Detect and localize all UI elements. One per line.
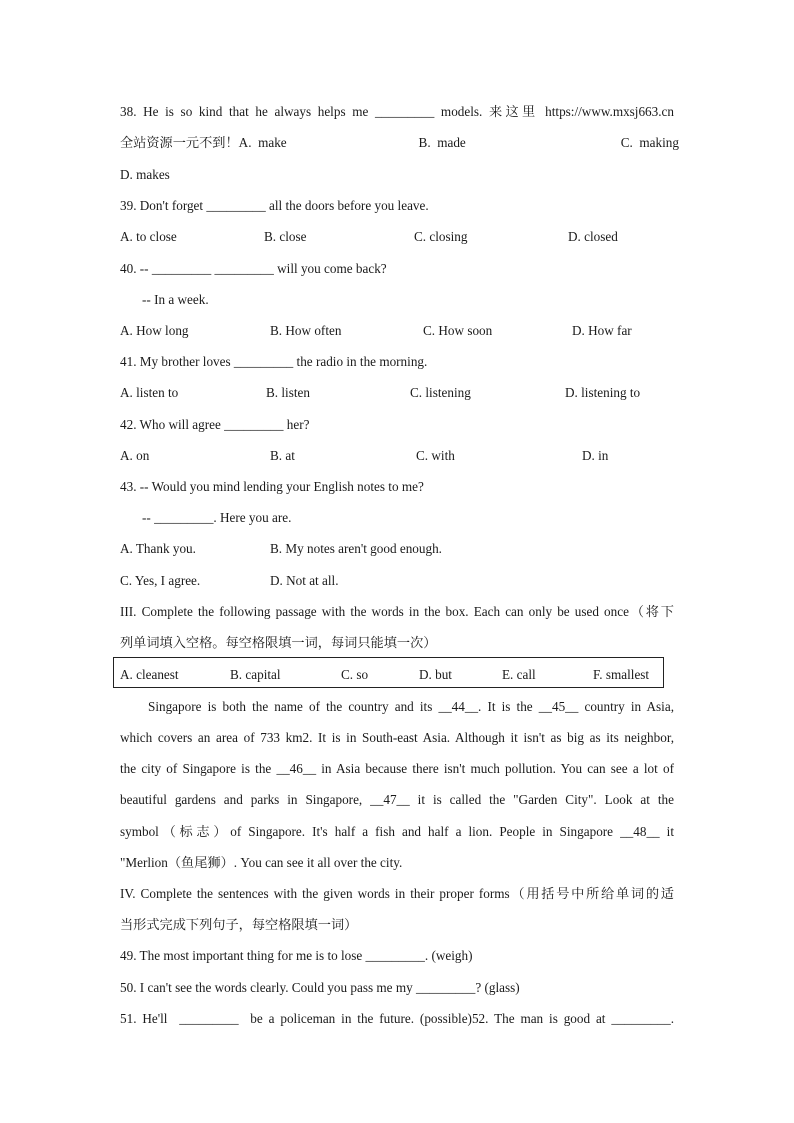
q41-option-a: A. listen to [120, 385, 179, 400]
q43-option-d: D. Not at all. [270, 573, 339, 588]
word-box-item-e: E. call [502, 667, 536, 682]
q41-stem: 41. My brother loves _________ the radio in the morning. [120, 354, 428, 369]
q40-option-b: B. How often [270, 323, 342, 338]
q39-option-d: D. closed [568, 229, 618, 244]
section-3-heading-line-2: 列单词填入空格。每空格限填一词，每词只能填一次） [120, 635, 437, 650]
q42-stem: 42. Who will agree _________ her? [120, 417, 310, 432]
q39-stem: 39. Don't forget _________ all the doors before you leave. [120, 198, 429, 213]
q42-option-a: A. on [120, 448, 150, 463]
word-box-item-a: A. cleanest [120, 667, 179, 682]
q49-stem: 49. The most important thing for me is to lose _________. (weigh) [120, 948, 473, 963]
q41-option-b: B. listen [266, 385, 310, 400]
q40-option-a: A. How long [120, 323, 189, 338]
q40-stem: 40. -- _________ _________ will you come back? [120, 261, 387, 276]
word-box-item-d: D. but [419, 667, 452, 682]
passage-line-2: which covers an area of 733 km2. It is in South-east Asia. Although it isn't as big as its neighbor, [120, 730, 674, 745]
q43-option-c: C. Yes, I agree. [120, 573, 201, 588]
q39-option-b: B. close [264, 229, 307, 244]
q39-option-a: A. to close [120, 229, 177, 244]
q43-reply: -- _________. Here you are. [142, 510, 292, 525]
passage-line-3: the city of Singapore is the __46__ in Asia because there isn't much pollution. You can see a lot of [120, 761, 674, 776]
q38-option-d: D. makes [120, 167, 170, 182]
word-box-item-c: C. so [341, 667, 369, 682]
passage-line-4: beautiful gardens and parks in Singapore, __47__ it is called the "Garden City". Look at the [120, 792, 674, 807]
q40-option-c: C. How soon [423, 323, 493, 338]
q43-option-a: A. Thank you. [120, 541, 196, 556]
passage-line-5: symbol（标志）of Singapore. It's half a fish and half a lion. People in Singapore __48__ it [120, 824, 674, 839]
q41-option-c: C. listening [410, 385, 471, 400]
word-box-item-b: B. capital [230, 667, 281, 682]
section-3-heading-line-1: III. Complete the following passage with the words in the box. Each can only be used once（将下 [120, 604, 674, 619]
section-4-heading-line-1: IV. Complete the sentences with the given words in their proper forms（用括号中所给单词的适 [120, 886, 674, 901]
q43-stem: 43. -- Would you mind lending your English notes to me? [120, 479, 424, 494]
q50-stem: 50. I can't see the words clearly. Could you pass me my _________? (glass) [120, 980, 520, 995]
q42-option-b: B. at [270, 448, 295, 463]
q41-option-d: D. listening to [565, 385, 641, 400]
q42-option-d: D. in [582, 448, 609, 463]
q40-option-d: D. How far [572, 323, 632, 338]
word-box [113, 657, 664, 688]
passage-line-1: Singapore is both the name of the country and its __44__. It is the __45__ country in Asia, [148, 699, 674, 714]
q38-line-2: 全站资源一元不到！A. make B. made C. making [120, 135, 679, 150]
section-4-heading-line-2: 当形式完成下列句子，每空格限填一词） [120, 917, 358, 932]
q43-option-b: B. My notes aren't good enough. [270, 541, 442, 556]
q42-option-c: C. with [416, 448, 455, 463]
q51-q52-stem: 51. He'll _________ be a policeman in the future. (possible)52. The man is good at _________. [120, 1011, 674, 1026]
passage-line-6: "Merlion（鱼尾狮）. You can see it all over the city. [120, 855, 403, 870]
word-box-item-f: F. smallest [593, 667, 650, 682]
q38-line-1: 38. He is so kind that he always helps me _________ models. 来这里 https://www.mxsj663.cn [120, 104, 674, 119]
q39-option-c: C. closing [414, 229, 468, 244]
q40-reply: -- In a week. [142, 292, 209, 307]
